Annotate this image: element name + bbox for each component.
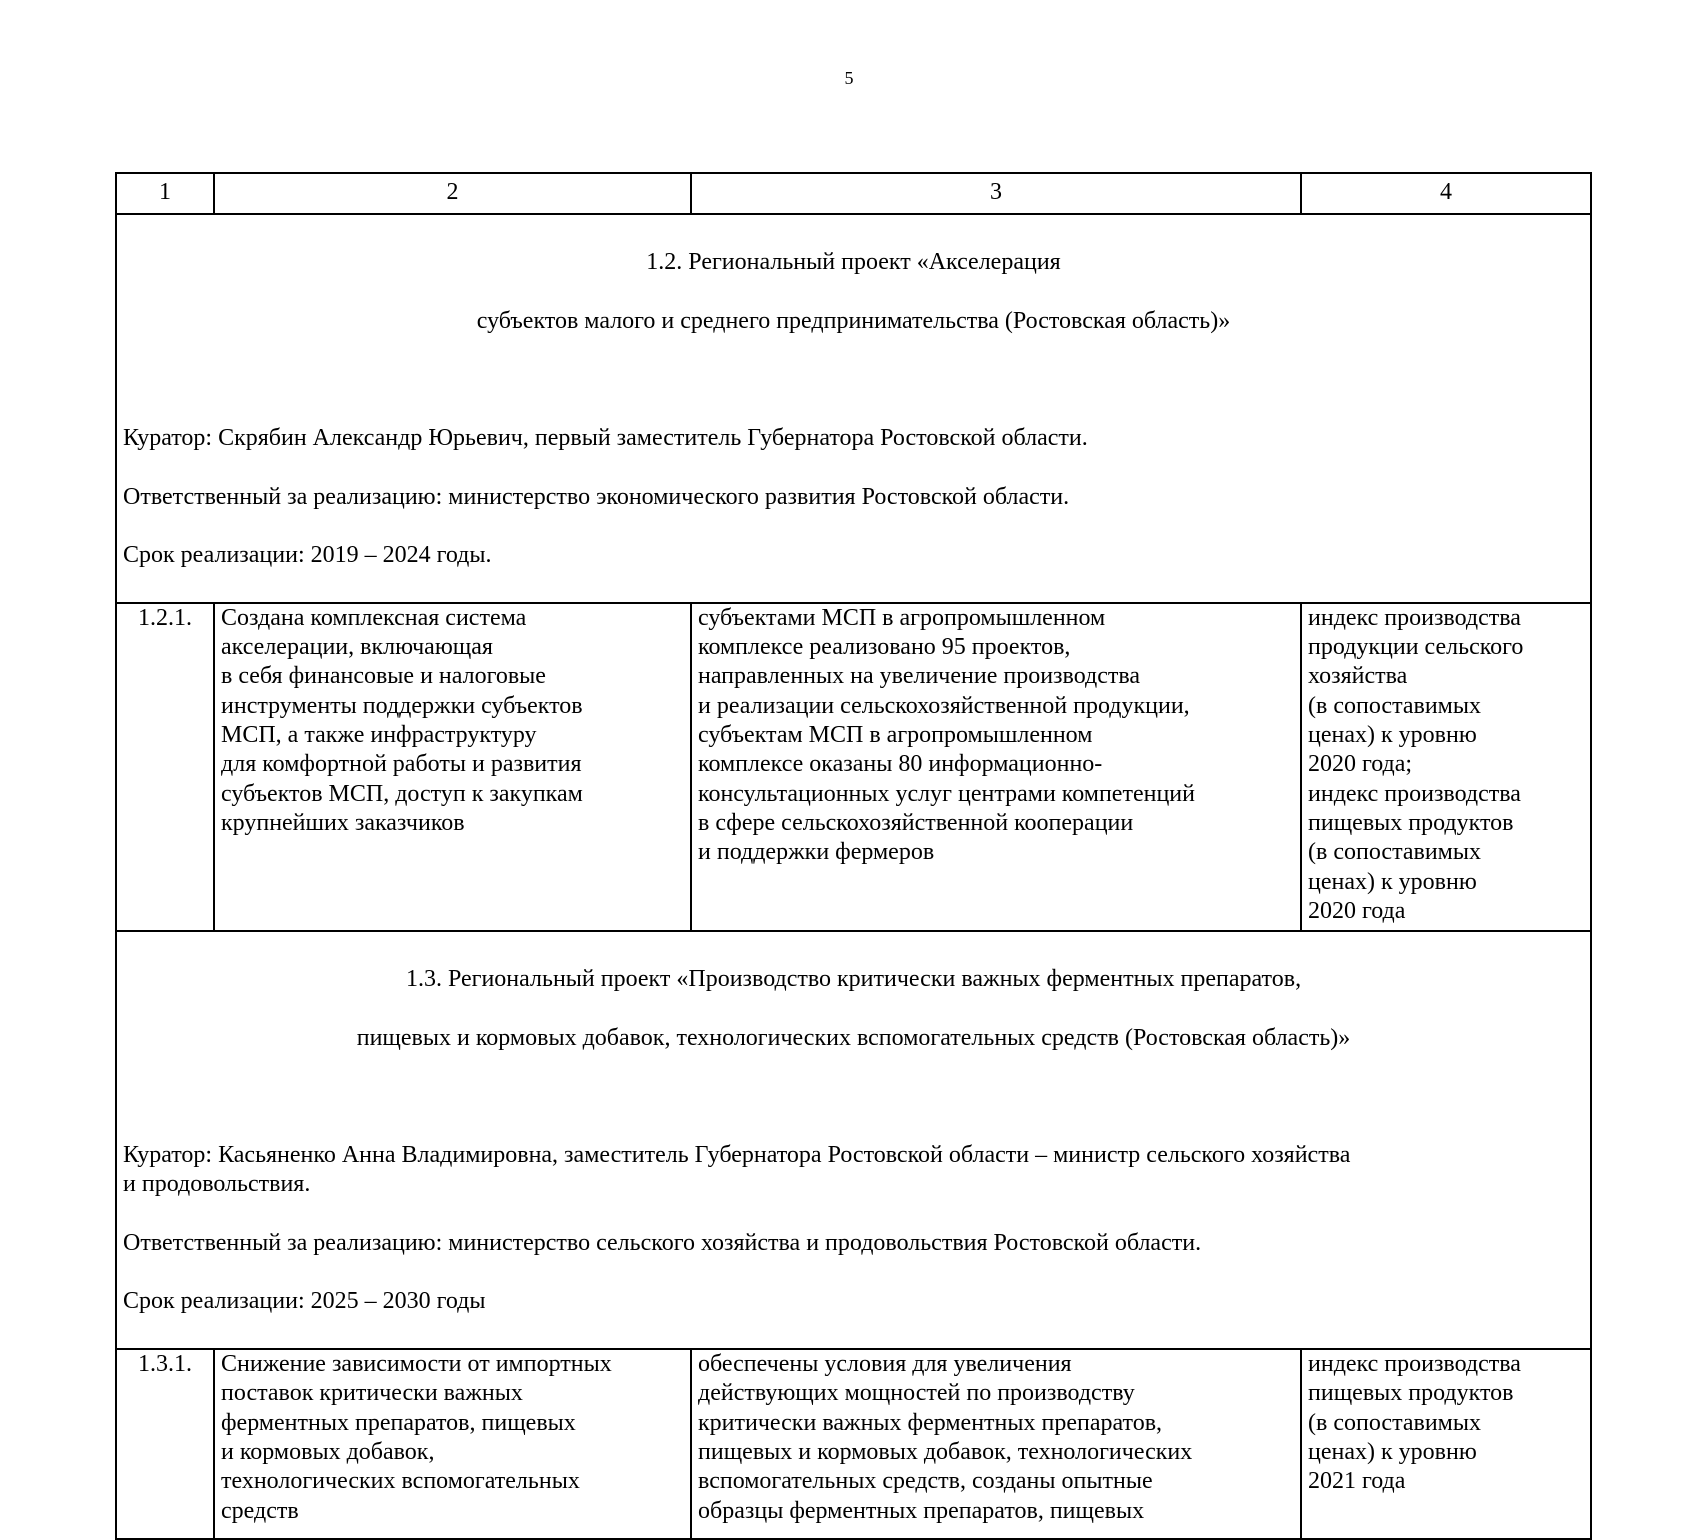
column-header-4: 4 [1301,173,1591,214]
page-number: 5 [844,68,854,88]
section-curator: Куратор: Касьяненко Анна Владимировна, заместитель Губернатора Ростовской области – министр сельского хозяйства и продовольствия. [123,1141,1351,1198]
table-header-row [116,173,1591,214]
row-indicator: индекс производства продукции сельского хозяйства (в сопоставимых ценах) к уровню 2020 года; индекс производства пищевых продуктов (в сопоставимых ценах) к уровню 2020 года [1301,603,1591,931]
row-result: обеспечены условия для увеличения действующих мощностей по производству критически важных ферментных препаратов, пищевых и кормовых добавок, технологических вспомогательных средств, созданы опытные образцы ферментных препаратов, пищевых [691,1349,1301,1539]
section-title-line2: пищевых и кормовых добавок, технологических вспомогательных средств (Ростовская область)» [356,1024,1351,1051]
projects-table [115,172,1592,1540]
column-header-2: 2 [214,173,691,214]
section-row-1-2 [116,214,1591,603]
row-number: 1.3.1. [116,1349,214,1539]
row-task: Снижение зависимости от импортных поставок критически важных ферментных препаратов, пищевых и кормовых добавок, технологических вспомогательных средств [214,1349,691,1539]
section-term: Срок реализации: 2019 – 2024 годы. [123,542,492,569]
section-title-line1: 1.2. Региональный проект «Акселерация [646,249,1061,276]
section-cell-1-3 [116,931,1591,1349]
spacer [123,1082,1584,1111]
section-cell-1-2 [116,214,1591,603]
section-responsible: Ответственный за реализацию: министерство экономического развития Ростовской области. [123,483,1070,510]
table-row [116,1349,1591,1539]
section-title-line2: субъектов малого и среднего предпринимательства (Ростовская область)» [476,307,1231,334]
column-header-1: 1 [116,173,214,214]
section-term: Срок реализации: 2025 – 2030 годы [123,1288,486,1315]
row-number: 1.2.1. [116,603,214,931]
section-title-line1: 1.3. Региональный проект «Производство критически важных ферментных препаратов, [405,966,1302,993]
row-task: Создана комплексная система акселерации, включающая в себя финансовые и налоговые инструменты поддержки субъектов МСП, а также инфраструктуру для комфортной работы и развития субъектов МСП, доступ к закупкам крупнейших заказчиков [214,603,691,931]
section-responsible: Ответственный за реализацию: министерство сельского хозяйства и продовольствия Ростовской области. [123,1229,1202,1256]
section-row-1-3 [116,931,1591,1349]
table-row [116,603,1591,931]
section-curator: Куратор: Скрябин Александр Юрьевич, первый заместитель Губернатора Ростовской области. [123,425,1088,452]
row-result: субъектами МСП в агропромышленном комплексе реализовано 95 проектов, направленных на увеличение производства и реализации сельскохозяйственной продукции, субъектам МСП в агропромышленном комплексе оказаны 80 информационно- консультационных услуг центрами компетенций в сфере сельскохозяйственной кооперации и поддержки фермеров [691,603,1301,931]
row-indicator: индекс производства пищевых продуктов (в сопоставимых ценах) к уровню 2021 года [1301,1349,1591,1539]
column-header-3: 3 [691,173,1301,214]
spacer [123,365,1584,394]
